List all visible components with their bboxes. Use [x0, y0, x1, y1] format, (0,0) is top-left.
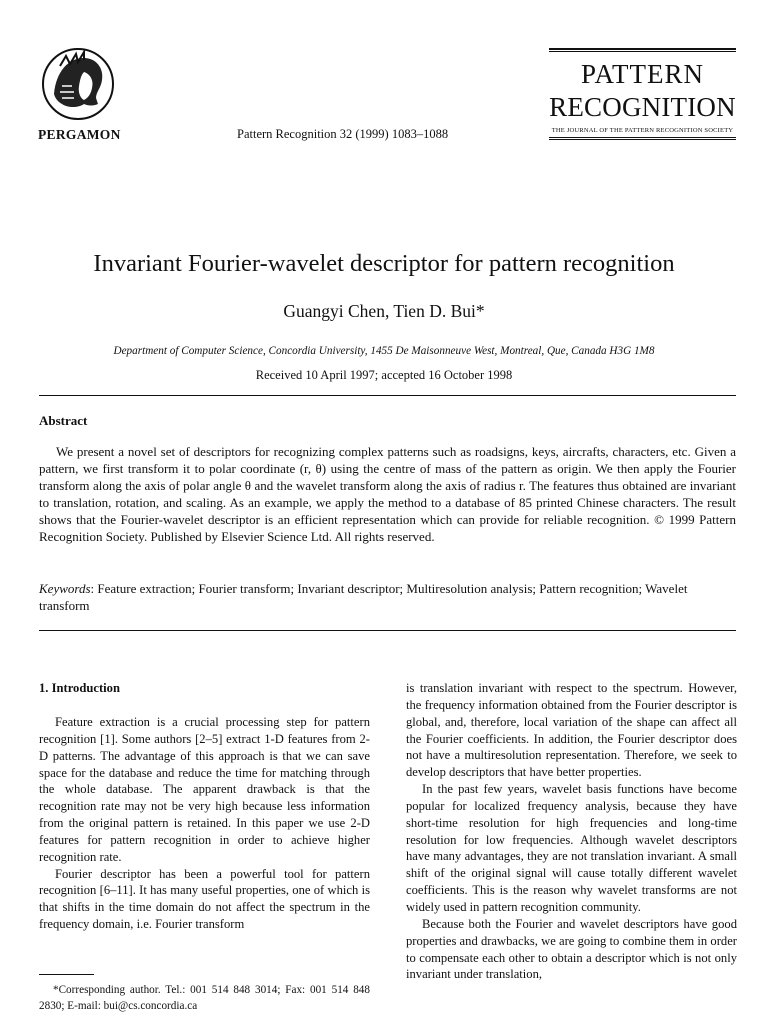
keywords-text: : Feature extraction; Fourier transform; Invariant descriptor; Multiresolution analysis; Pattern recognition; Wavelet transform [39, 581, 688, 613]
paragraph: Because both the Fourier and wavelet descriptors have good properties and drawbacks, we are going to combine them in order to compensate each other to obtain a descriptor which is not only invariant under translation, [406, 916, 737, 982]
right-column [406, 680, 737, 983]
article-title: Invariant Fourier-wavelet descriptor for pattern recognition [93, 250, 675, 277]
paragraph: is translation invariant with respect to the spectrum. However, the frequency information obtained from the Fourier descriptor is global, and, therefore, local variation of the shape can affect all the Fourier coefficients. In addition, the Fourier descriptor does not have a multiresolution representation. Therefore, we seek to develop descriptors that have better properties. [406, 681, 737, 780]
received-dates: Received 10 April 1997; accepted 16 October 1998 [255, 368, 513, 382]
abstract-top-rule [39, 395, 736, 396]
journal-citation: Pattern Recognition 32 (1999) 1083–1088 [237, 127, 449, 141]
journal-title-line1: PATTERN [580, 59, 705, 89]
footnote-rule [39, 974, 94, 975]
abstract-bottom-rule [39, 630, 736, 631]
abstract-heading: Abstract [39, 413, 88, 428]
keywords [39, 580, 736, 614]
masthead-bottom-rule-thin [549, 139, 736, 140]
section-heading-introduction: 1. Introduction [39, 681, 120, 695]
author-affiliation: Department of Computer Science, Concordia University, 1455 De Maisonneuve West, Montreal, Que, Canada H3G 1M8 [113, 345, 655, 357]
journal-masthead [549, 48, 736, 140]
article-authors: Guangyi Chen, Tien D. Bui* [283, 301, 485, 321]
paragraph: Feature extraction is a crucial processing step for pattern recognition [1]. Some authors [2–5] extract 1-D features from 2-D patterns. The advantage of this approach is that we can save space for the database and reduce the time for matching through the whole database. The apparent drawback is that the recognition rate may not be very high because less information from the original pattern is retained. In this paper we use 2-D features for pattern recognition in order to achieve higher recognition rate. [39, 715, 370, 864]
masthead-top-rule-thin [549, 51, 736, 52]
left-column [39, 714, 370, 933]
paragraph: In the past few years, wavelet basis functions have become popular for localized frequency analysis, because they have short-time resolution for high frequencies and long-time resolution for low frequencies. Although wavelet descriptors have many advantages, they are not translation invariant. A small shift of the original signal will cause totally different wavelet coefficients. This is the reason why wavelet transforms are not widely used in pattern recognition community. [406, 782, 737, 914]
keywords-label: Keywords [39, 581, 91, 596]
masthead-top-rule [549, 48, 736, 50]
journal-title-line2: RECOGNITION [549, 92, 736, 122]
corresponding-author-footnote: *Corresponding author. Tel.: 001 514 848 3014; Fax: 001 514 848 2830; E-mail: bui@cs.concordia.ca [39, 984, 370, 1012]
paragraph: Fourier descriptor has been a powerful tool for pattern recognition [6–11]. It has many useful properties, one of which is that shifts in the time domain do not affect the spectrum in the frequency domain, i.e. Fourier transform [39, 866, 370, 932]
abstract-text: We present a novel set of descriptors for recognizing complex patterns such as roadsigns, keys, aircrafts, characters, etc. Given a pattern, we first transform it to polar coordinate (r, θ) using the centre of mass of the pattern as origin. We then apply the Fourier transform along the axis of polar angle θ and the wavelet transform along the axis of radius r. The features thus obtained are invariant to translation, rotation, and scaling. As an example, we apply the method to a database of 85 printed Chinese characters. The result shows that the Fourier-wavelet descriptor is an efficient representation which can provide for reliable recognition. © 1999 Pattern Recognition Society. Published by Elsevier Science Ltd. All rights reserved. [39, 444, 736, 544]
journal-subtitle: THE JOURNAL OF THE PATTERN RECOGNITION SOCIETY [551, 127, 734, 134]
publisher-logo [38, 46, 118, 122]
masthead-bottom-rule [549, 137, 736, 138]
publisher-name: PERGAMON [38, 127, 121, 142]
